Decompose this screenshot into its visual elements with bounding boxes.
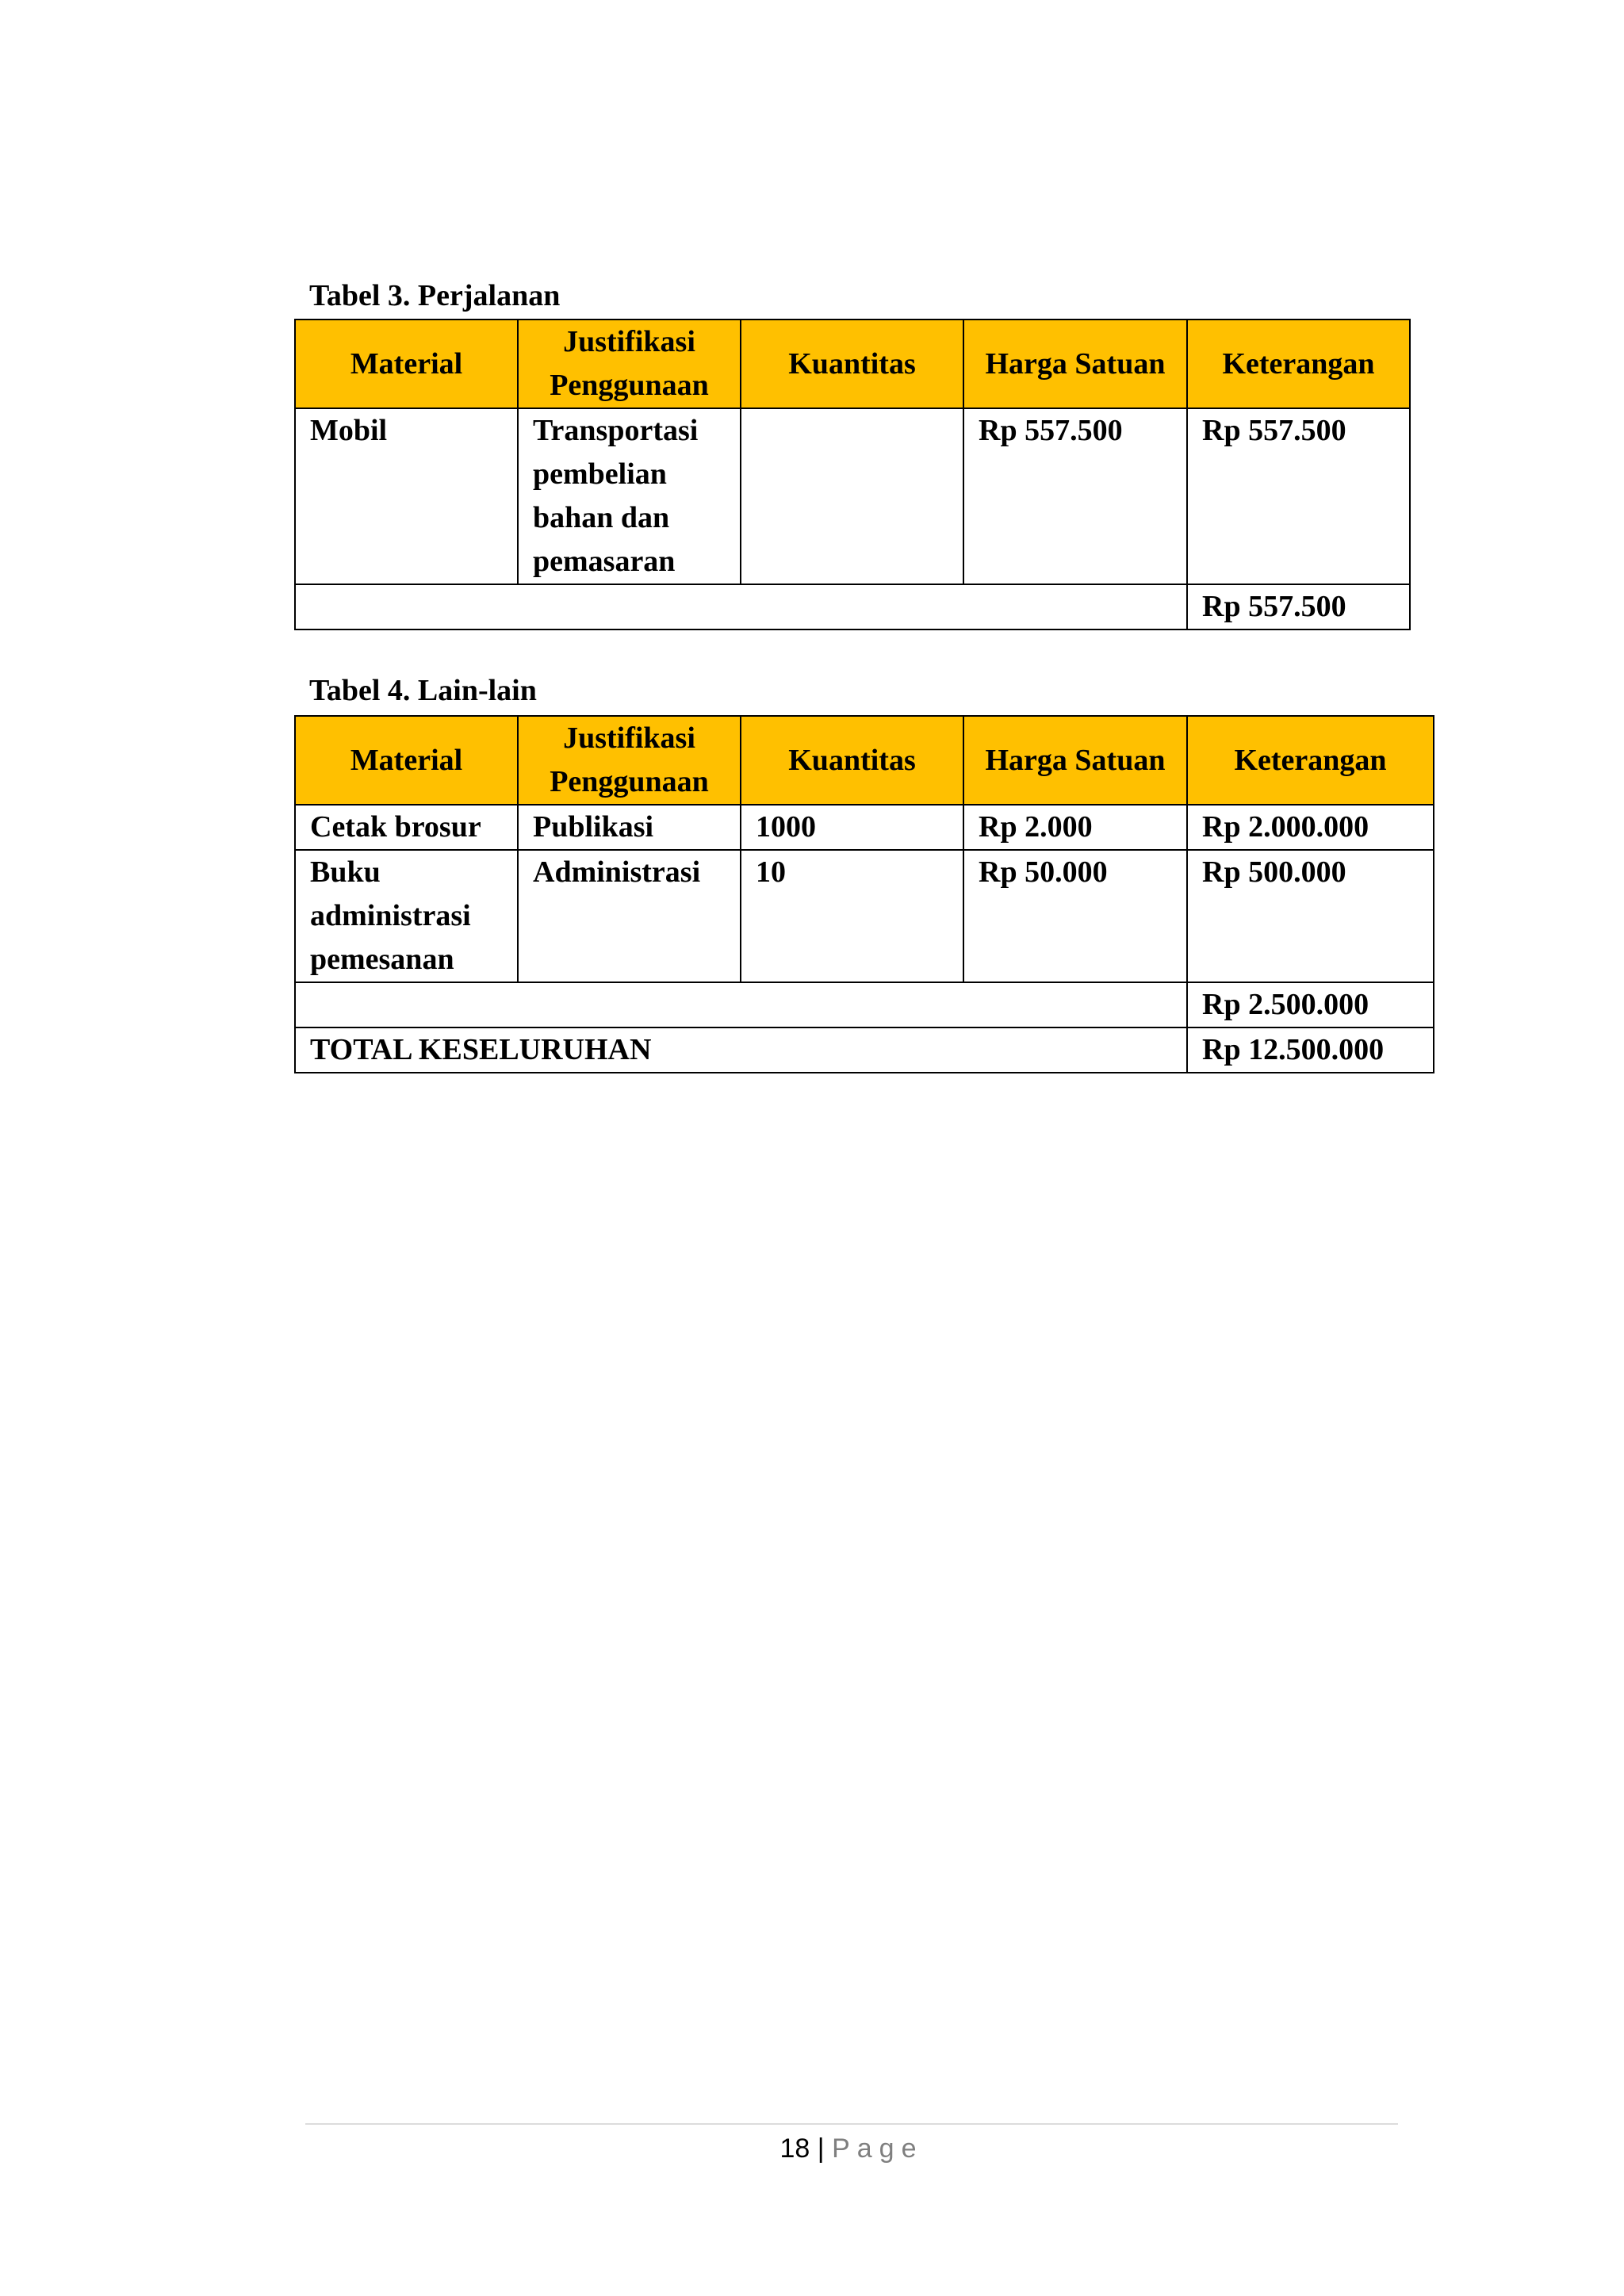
table3-subtotal-blank (295, 584, 1187, 629)
table4-caption: Tabel 4. Lain-lain (309, 674, 537, 707)
table3-perjalanan (294, 319, 1411, 630)
cell-kuantitas (741, 408, 963, 584)
page-number: 18 (779, 2133, 810, 2164)
cell-kuantitas: 1000 (741, 805, 963, 850)
cell-kuantitas: 10 (741, 850, 963, 982)
table3-header-justifikasi: Justifikasi Penggunaan (518, 320, 741, 408)
cell-material: Mobil (295, 408, 518, 584)
table3-header-kuantitas: Kuantitas (741, 320, 963, 408)
table4-header-row (295, 716, 1434, 805)
table4-header-keterangan: Keterangan (1187, 716, 1434, 805)
cell-keterangan: Rp 500.000 (1187, 850, 1434, 982)
table3-header-keterangan: Keterangan (1187, 320, 1410, 408)
cell-material: Cetak brosur (295, 805, 518, 850)
cell-harga: Rp 50.000 (963, 850, 1187, 982)
table4-subtotal-blank (295, 982, 1187, 1027)
cell-material: Buku administrasi pemesanan (295, 850, 518, 982)
table3-caption: Tabel 3. Perjalanan (309, 279, 561, 312)
cell-keterangan: Rp 557.500 (1187, 408, 1410, 584)
table4-header-material: Material (295, 716, 518, 805)
table4-header-justifikasi: Justifikasi Penggunaan (518, 716, 741, 805)
cell-justifikasi: Transportasi pembelian bahan dan pemasaran (518, 408, 741, 584)
table-row (295, 805, 1434, 850)
table3-subtotal-value: Rp 557.500 (1187, 584, 1410, 629)
footer-separator: | (817, 2133, 825, 2164)
page-label: Page (832, 2133, 924, 2164)
table4-total-label: TOTAL KESELURUHAN (295, 1027, 1187, 1073)
table3-subtotal-row (295, 584, 1410, 629)
table-row (295, 408, 1410, 584)
page-footer (0, 2131, 1624, 2166)
table3-header-harga: Harga Satuan (963, 320, 1187, 408)
table3-header-row (295, 320, 1410, 408)
table-row (295, 850, 1434, 982)
cell-justifikasi: Administrasi (518, 850, 741, 982)
table4-total-value: Rp 12.500.000 (1187, 1027, 1434, 1073)
cell-keterangan: Rp 2.000.000 (1187, 805, 1434, 850)
table4-subtotal-value: Rp 2.500.000 (1187, 982, 1434, 1027)
footer-divider (305, 2123, 1398, 2125)
cell-justifikasi: Publikasi (518, 805, 741, 850)
table4-subtotal-row (295, 982, 1434, 1027)
table4-header-kuantitas: Kuantitas (741, 716, 963, 805)
table3-header-material: Material (295, 320, 518, 408)
table4-lain-lain (294, 715, 1434, 1073)
table4-header-harga: Harga Satuan (963, 716, 1187, 805)
cell-harga: Rp 2.000 (963, 805, 1187, 850)
cell-harga: Rp 557.500 (963, 408, 1187, 584)
table4-total-row (295, 1027, 1434, 1073)
